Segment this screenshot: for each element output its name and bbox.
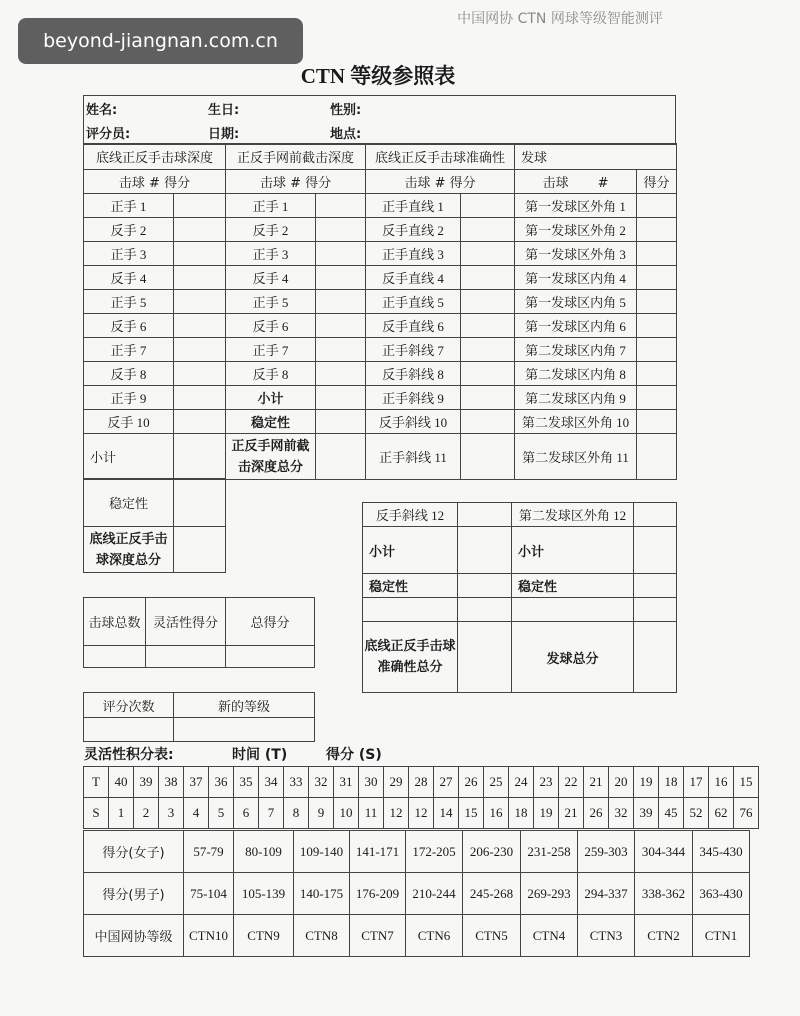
serve-total-label: 发球总分 bbox=[512, 622, 634, 693]
serve-row-label: 第二发球区外角 11 bbox=[515, 434, 637, 480]
blank-cell[interactable] bbox=[363, 598, 458, 622]
female-score-range: 345-430 bbox=[693, 831, 750, 873]
name-label: 姓名: bbox=[86, 102, 118, 118]
male-score-range: 363-430 bbox=[693, 873, 750, 915]
flex-s-value: 62 bbox=[709, 798, 734, 829]
flex-s-value: 76 bbox=[734, 798, 759, 829]
volley-row-label: 反手 8 bbox=[226, 362, 316, 386]
volley-score-cell[interactable] bbox=[316, 290, 366, 314]
new-level-label: 新的等级 bbox=[174, 693, 315, 718]
flex-t-value: 33 bbox=[284, 767, 309, 798]
flex-t-value: 15 bbox=[734, 767, 759, 798]
col-head-volley: 击球 # 得分 bbox=[226, 170, 366, 194]
volley-row-label: 小计 bbox=[226, 386, 316, 410]
flex-s-value: 14 bbox=[434, 798, 459, 829]
depth-score-cell[interactable] bbox=[174, 290, 226, 314]
header-organization: 中国网协 CTN 网球等级智能测评 bbox=[457, 11, 663, 27]
accuracy-serve-summary bbox=[362, 502, 677, 693]
flex-t-value: 38 bbox=[159, 767, 184, 798]
volley-score-cell[interactable] bbox=[316, 194, 366, 218]
accuracy-score-cell[interactable] bbox=[461, 410, 515, 434]
serve-total-cell[interactable] bbox=[634, 622, 677, 693]
accuracy-score-12[interactable] bbox=[458, 503, 512, 527]
accuracy-score-cell[interactable] bbox=[461, 290, 515, 314]
accuracy-row-label: 正手斜线 9 bbox=[366, 386, 461, 410]
ctn-level-label: 中国网协等级 bbox=[84, 915, 184, 957]
flex-s-value: 9 bbox=[309, 798, 334, 829]
depth-score-cell[interactable] bbox=[174, 338, 226, 362]
flex-t-value: 17 bbox=[684, 767, 709, 798]
accuracy-score-cell[interactable] bbox=[461, 434, 515, 480]
serve-score-cell[interactable] bbox=[637, 314, 677, 338]
stroke-total-cell[interactable] bbox=[84, 646, 146, 668]
female-score-range-label: 得分(女子) bbox=[84, 831, 184, 873]
stroke-total-label: 击球总数 bbox=[84, 598, 146, 646]
accuracy-score-cell[interactable] bbox=[461, 266, 515, 290]
flex-t-value: 25 bbox=[484, 767, 509, 798]
col-head-serve-score: 得分 bbox=[637, 170, 677, 194]
ctn-level: CTN2 bbox=[635, 915, 693, 957]
female-score-range: 141-171 bbox=[350, 831, 406, 873]
accuracy-score-cell[interactable] bbox=[461, 362, 515, 386]
depth-stability-label: 稳定性 bbox=[84, 479, 174, 527]
flex-row-head-s: S bbox=[84, 798, 109, 829]
depth-row-label: 反手 2 bbox=[84, 218, 174, 242]
serve-score-cell[interactable] bbox=[637, 290, 677, 314]
serve-score-cell[interactable] bbox=[637, 242, 677, 266]
depth-subtotal-label: 小计 bbox=[84, 434, 174, 480]
depth-row-label: 正手 5 bbox=[84, 290, 174, 314]
depth-row-label: 正手 9 bbox=[84, 386, 174, 410]
serve-row-label: 第一发球区外角 1 bbox=[515, 194, 637, 218]
accuracy-score-cell[interactable] bbox=[461, 338, 515, 362]
flex-t-value: 19 bbox=[634, 767, 659, 798]
depth-total-cell[interactable] bbox=[174, 527, 226, 573]
male-score-range: 105-139 bbox=[234, 873, 294, 915]
accuracy-row-label: 正手直线 5 bbox=[366, 290, 461, 314]
volley-score-cell[interactable] bbox=[316, 362, 366, 386]
volley-row-label: 正手 7 bbox=[226, 338, 316, 362]
accuracy-row-label: 反手直线 6 bbox=[366, 314, 461, 338]
female-score-range: 172-205 bbox=[406, 831, 463, 873]
female-score-range: 206-230 bbox=[463, 831, 521, 873]
accuracy-subtotal-cell[interactable] bbox=[458, 527, 512, 574]
section-volley: 正反手网前截击深度 bbox=[226, 144, 366, 170]
accuracy-score-cell[interactable] bbox=[461, 314, 515, 338]
serve-stability-cell[interactable] bbox=[634, 574, 677, 598]
flex-t-value: 39 bbox=[134, 767, 159, 798]
flex-s-value: 4 bbox=[184, 798, 209, 829]
depth-row-label: 正手 1 bbox=[84, 194, 174, 218]
flex-score-cell[interactable] bbox=[146, 646, 226, 668]
accuracy-row-label: 正手斜线 7 bbox=[366, 338, 461, 362]
volley-row-label: 反手 4 bbox=[226, 266, 316, 290]
blank-cell[interactable] bbox=[512, 598, 634, 622]
male-score-range: 176-209 bbox=[350, 873, 406, 915]
rater-label: 评分员: bbox=[86, 126, 131, 142]
flex-t-value: 40 bbox=[109, 767, 134, 798]
ctn-level: CTN6 bbox=[406, 915, 463, 957]
accuracy-score-cell[interactable] bbox=[461, 218, 515, 242]
flex-t-value: 26 bbox=[459, 767, 484, 798]
depth-score-cell[interactable] bbox=[174, 386, 226, 410]
volley-row-label: 正手 1 bbox=[226, 194, 316, 218]
male-score-range: 245-268 bbox=[463, 873, 521, 915]
flex-row-head-t: T bbox=[84, 767, 109, 798]
male-score-range-label: 得分(男子) bbox=[84, 873, 184, 915]
accuracy-row-label: 正手直线 3 bbox=[366, 242, 461, 266]
ctn-level: CTN1 bbox=[693, 915, 750, 957]
flex-s-value: 3 bbox=[159, 798, 184, 829]
depth-row-label: 反手 8 bbox=[84, 362, 174, 386]
accuracy-row-label: 反手直线 4 bbox=[366, 266, 461, 290]
accuracy-row-label: 反手斜线 10 bbox=[366, 410, 461, 434]
serve-subtotal-cell[interactable] bbox=[634, 527, 677, 574]
ctn-level: CTN4 bbox=[521, 915, 578, 957]
serve-score-cell[interactable] bbox=[637, 218, 677, 242]
flex-title: 灵活性积分表: bbox=[84, 747, 174, 763]
serve-row-label: 第一发球区外角 2 bbox=[515, 218, 637, 242]
flex-s-value: 11 bbox=[359, 798, 384, 829]
accuracy-stability-cell[interactable] bbox=[458, 574, 512, 598]
blank-cell[interactable] bbox=[634, 598, 677, 622]
flex-points-table bbox=[83, 766, 759, 829]
date-label: 日期: bbox=[208, 126, 240, 142]
flex-s-value: 15 bbox=[459, 798, 484, 829]
new-level-cell[interactable] bbox=[174, 718, 315, 742]
flex-t-value: 32 bbox=[309, 767, 334, 798]
accuracy-total-label: 底线正反手击球准确性总分 bbox=[363, 622, 458, 693]
depth-row-label: 反手 4 bbox=[84, 266, 174, 290]
flex-s-value: 21 bbox=[559, 798, 584, 829]
female-score-range: 80-109 bbox=[234, 831, 294, 873]
flex-t-value: 20 bbox=[609, 767, 634, 798]
flex-t-value: 27 bbox=[434, 767, 459, 798]
accuracy-row-label: 反手斜线 8 bbox=[366, 362, 461, 386]
serve-row-label: 第二发球区内角 7 bbox=[515, 338, 637, 362]
flex-s-value: 7 bbox=[259, 798, 284, 829]
info-block bbox=[83, 95, 676, 145]
grand-total-label: 总得分 bbox=[226, 598, 315, 646]
serve-score-cell[interactable] bbox=[637, 266, 677, 290]
flex-t-value: 23 bbox=[534, 767, 559, 798]
flex-s-value: 5 bbox=[209, 798, 234, 829]
flex-s-value: 26 bbox=[584, 798, 609, 829]
flex-s-value: 6 bbox=[234, 798, 259, 829]
serve-score-cell[interactable] bbox=[637, 338, 677, 362]
flex-s-value: 32 bbox=[609, 798, 634, 829]
volley-row-label: 稳定性 bbox=[226, 410, 316, 434]
col-head-depth: 击球 # 得分 bbox=[84, 170, 226, 194]
col-head-accuracy: 击球 # 得分 bbox=[366, 170, 515, 194]
volley-score-cell[interactable] bbox=[316, 386, 366, 410]
flex-s-value: 1 bbox=[109, 798, 134, 829]
female-score-range: 259-303 bbox=[578, 831, 635, 873]
flex-t-value: 16 bbox=[709, 767, 734, 798]
section-serve: 发球 bbox=[515, 144, 677, 170]
male-score-range: 210-244 bbox=[406, 873, 463, 915]
accuracy-row-label: 反手直线 2 bbox=[366, 218, 461, 242]
volley-row-label: 反手 2 bbox=[226, 218, 316, 242]
serve-subtotal-label: 小计 bbox=[512, 527, 634, 574]
serve-score-cell[interactable] bbox=[637, 410, 677, 434]
accuracy-score-cell[interactable] bbox=[461, 386, 515, 410]
flex-s-value: 8 bbox=[284, 798, 309, 829]
flex-t-value: 28 bbox=[409, 767, 434, 798]
accuracy-score-cell[interactable] bbox=[461, 242, 515, 266]
depth-subtotal-cell[interactable] bbox=[174, 434, 226, 480]
ctn-level: CTN10 bbox=[184, 915, 234, 957]
depth-row-label: 正手 7 bbox=[84, 338, 174, 362]
flex-s-value: 52 bbox=[684, 798, 709, 829]
location-label: 地点: bbox=[330, 126, 362, 142]
flex-time-label: 时间 (T) bbox=[232, 747, 288, 763]
serve-row-label: 第一发球区内角 6 bbox=[515, 314, 637, 338]
rating-count-label: 评分次数 bbox=[84, 693, 174, 718]
col-head-serve-stroke: 击球 # bbox=[515, 170, 637, 194]
male-score-range: 338-362 bbox=[635, 873, 693, 915]
flex-t-value: 36 bbox=[209, 767, 234, 798]
flex-s-value: 39 bbox=[634, 798, 659, 829]
depth-score-cell[interactable] bbox=[174, 266, 226, 290]
scoring-grid bbox=[83, 143, 677, 480]
flex-t-value: 37 bbox=[184, 767, 209, 798]
flex-s-value: 10 bbox=[334, 798, 359, 829]
flex-s-value: 16 bbox=[484, 798, 509, 829]
grand-total-cell[interactable] bbox=[226, 646, 315, 668]
volley-row-label: 正手 5 bbox=[226, 290, 316, 314]
flex-t-value: 30 bbox=[359, 767, 384, 798]
flex-s-value: 18 bbox=[509, 798, 534, 829]
depth-summary bbox=[83, 478, 226, 573]
volley-row-label: 正手 3 bbox=[226, 242, 316, 266]
male-score-range: 269-293 bbox=[521, 873, 578, 915]
depth-row-label: 正手 3 bbox=[84, 242, 174, 266]
serve-score-12[interactable] bbox=[634, 503, 677, 527]
flex-s-value: 12 bbox=[384, 798, 409, 829]
level-reference-table bbox=[83, 830, 750, 957]
male-score-range: 75-104 bbox=[184, 873, 234, 915]
male-score-range: 140-175 bbox=[294, 873, 350, 915]
female-score-range: 231-258 bbox=[521, 831, 578, 873]
volley-score-cell[interactable] bbox=[316, 314, 366, 338]
rating-count-cell[interactable] bbox=[84, 718, 174, 742]
accuracy-row-label: 正手直线 1 bbox=[366, 194, 461, 218]
gender-label: 性别: bbox=[330, 102, 362, 118]
serve-row-12: 第二发球区外角 12 bbox=[512, 503, 634, 527]
flex-score-label: 灵活性得分 bbox=[146, 598, 226, 646]
serve-score-cell[interactable] bbox=[637, 434, 677, 480]
watermark-badge: beyond-jiangnan.com.cn bbox=[18, 18, 303, 64]
serve-row-label: 第一发球区内角 5 bbox=[515, 290, 637, 314]
volley-total-label: 正反手网前截击深度总分 bbox=[226, 434, 316, 480]
volley-score-cell[interactable] bbox=[316, 242, 366, 266]
depth-score-cell[interactable] bbox=[174, 314, 226, 338]
depth-row-label: 反手 6 bbox=[84, 314, 174, 338]
depth-score-cell[interactable] bbox=[174, 410, 226, 434]
flex-s-value: 2 bbox=[134, 798, 159, 829]
section-depth: 底线正反手击球深度 bbox=[84, 144, 226, 170]
flex-t-value: 22 bbox=[559, 767, 584, 798]
female-score-range: 304-344 bbox=[635, 831, 693, 873]
depth-score-cell[interactable] bbox=[174, 194, 226, 218]
serve-row-label: 第二发球区内角 8 bbox=[515, 362, 637, 386]
flex-t-value: 35 bbox=[234, 767, 259, 798]
volley-score-cell[interactable] bbox=[316, 338, 366, 362]
flex-t-value: 34 bbox=[259, 767, 284, 798]
flex-s-value: 45 bbox=[659, 798, 684, 829]
female-score-range: 57-79 bbox=[184, 831, 234, 873]
flex-t-value: 18 bbox=[659, 767, 684, 798]
female-score-range: 109-140 bbox=[294, 831, 350, 873]
birthday-label: 生日: bbox=[208, 102, 240, 118]
serve-score-cell[interactable] bbox=[637, 386, 677, 410]
flex-score-axis-label: 得分 (S) bbox=[326, 747, 382, 763]
section-accuracy: 底线正反手击球准确性 bbox=[366, 144, 515, 170]
accuracy-total-cell[interactable] bbox=[458, 622, 512, 693]
accuracy-row-label: 正手斜线 11 bbox=[366, 434, 461, 480]
accuracy-row-12: 反手斜线 12 bbox=[363, 503, 458, 527]
volley-total-cell[interactable] bbox=[316, 434, 366, 480]
serve-row-label: 第二发球区内角 9 bbox=[515, 386, 637, 410]
flex-t-value: 29 bbox=[384, 767, 409, 798]
ctn-level: CTN9 bbox=[234, 915, 294, 957]
serve-row-label: 第一发球区外角 3 bbox=[515, 242, 637, 266]
ctn-level: CTN5 bbox=[463, 915, 521, 957]
rating-table bbox=[83, 692, 315, 742]
depth-score-cell[interactable] bbox=[174, 362, 226, 386]
depth-total-label: 底线正反手击球深度总分 bbox=[84, 527, 174, 573]
flex-t-value: 21 bbox=[584, 767, 609, 798]
serve-stability-label: 稳定性 bbox=[512, 574, 634, 598]
volley-score-cell[interactable] bbox=[316, 218, 366, 242]
accuracy-stability-label: 稳定性 bbox=[363, 574, 458, 598]
accuracy-score-cell[interactable] bbox=[461, 194, 515, 218]
depth-row-label: 反手 10 bbox=[84, 410, 174, 434]
flex-s-value: 19 bbox=[534, 798, 559, 829]
accuracy-subtotal-label: 小计 bbox=[363, 527, 458, 574]
volley-row-label: 反手 6 bbox=[226, 314, 316, 338]
serve-score-cell[interactable] bbox=[637, 194, 677, 218]
totals-table bbox=[83, 597, 315, 668]
serve-row-label: 第二发球区外角 10 bbox=[515, 410, 637, 434]
ctn-level: CTN8 bbox=[294, 915, 350, 957]
serve-score-cell[interactable] bbox=[637, 362, 677, 386]
ctn-level: CTN7 bbox=[350, 915, 406, 957]
depth-score-cell[interactable] bbox=[174, 242, 226, 266]
page-title: CTN 等级参照表 bbox=[300, 64, 456, 88]
serve-row-label: 第一发球区内角 4 bbox=[515, 266, 637, 290]
male-score-range: 294-337 bbox=[578, 873, 635, 915]
flex-s-value: 12 bbox=[409, 798, 434, 829]
volley-score-cell[interactable] bbox=[316, 410, 366, 434]
flex-t-value: 24 bbox=[509, 767, 534, 798]
depth-stability-cell[interactable] bbox=[174, 479, 226, 527]
blank-cell[interactable] bbox=[458, 598, 512, 622]
flex-t-value: 31 bbox=[334, 767, 359, 798]
volley-score-cell[interactable] bbox=[316, 266, 366, 290]
ctn-level: CTN3 bbox=[578, 915, 635, 957]
depth-score-cell[interactable] bbox=[174, 218, 226, 242]
